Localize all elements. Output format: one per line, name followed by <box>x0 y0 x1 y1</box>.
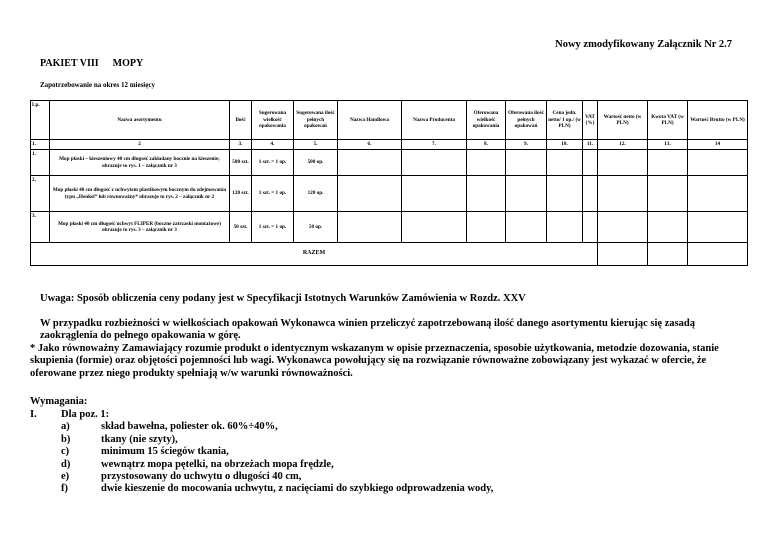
item-qty: 50 szt. <box>230 212 252 243</box>
gross-value-cell[interactable] <box>688 176 748 212</box>
unit-price-cell[interactable] <box>547 212 583 243</box>
offered-pack-size-cell[interactable] <box>467 176 506 212</box>
trade-name-cell[interactable] <box>338 176 402 212</box>
item-text: przystosowany do uchwytu o długości 40 cm, <box>101 470 302 482</box>
table-row <box>31 176 748 212</box>
header-cell: Cena jedn. netto/ 1 op./ (w PLN) <box>547 101 583 140</box>
item-letter: f) <box>61 483 68 495</box>
total-label: RAZEM <box>31 243 598 266</box>
offered-pack-count-cell[interactable] <box>506 212 547 243</box>
unit-price-cell[interactable] <box>547 150 583 176</box>
table-row <box>31 212 748 243</box>
trade-name-cell[interactable] <box>338 150 402 176</box>
list-item <box>30 434 493 446</box>
item-pack-size: 1 szt. = 1 op. <box>252 150 294 176</box>
item-name: Mop płaski – kieszeniowy 40 cm długość zakładany bocznie na kieszenie; obrazuje to rys. 1 – załącznik nr 3 <box>50 150 230 176</box>
column-number: 3. <box>230 140 252 150</box>
header-cell: Lp. <box>31 101 50 140</box>
column-number: 4. <box>252 140 294 150</box>
producer-cell[interactable] <box>402 176 467 212</box>
column-number: 14 <box>688 140 748 150</box>
column-number: 7. <box>402 140 467 150</box>
column-number: 6. <box>338 140 402 150</box>
net-value-cell[interactable] <box>598 176 648 212</box>
item-qty: 500 szt. <box>230 150 252 176</box>
column-number: 9. <box>506 140 547 150</box>
column-number: 12. <box>598 140 648 150</box>
total-vat-cell[interactable] <box>648 243 688 266</box>
requirements-list <box>30 409 493 496</box>
package-name: MOPY <box>112 58 144 69</box>
list-item <box>30 483 493 495</box>
item-text: dwie kieszenie do mocowania uchwytu, z nacięciami do szybkiego odprowadzenia wody, <box>101 483 494 495</box>
table-row <box>31 150 748 176</box>
total-row <box>31 243 748 266</box>
list-item <box>30 459 493 471</box>
header-row <box>31 101 748 140</box>
vat-cell[interactable] <box>583 150 598 176</box>
list-item <box>30 446 493 458</box>
column-number: 2 <box>50 140 230 150</box>
item-qty: 120 szt. <box>230 176 252 212</box>
header-cell: Nazwa Handlowa <box>338 101 402 140</box>
offered-pack-count-cell[interactable] <box>506 176 547 212</box>
item-pack-size: 1 szt. = 1 op. <box>252 212 294 243</box>
net-value-cell[interactable] <box>598 212 648 243</box>
vat-amount-cell[interactable] <box>648 176 688 212</box>
unit-price-cell[interactable] <box>547 176 583 212</box>
header-cell: Ilość <box>230 101 252 140</box>
header-cell: Wartość Brutto (w PLN) <box>688 101 748 140</box>
offered-pack-count-cell[interactable] <box>506 150 547 176</box>
row-lp: 2. <box>31 176 50 212</box>
column-number: 8. <box>467 140 506 150</box>
header-cell: Kwota VAT (w PLN) <box>648 101 688 140</box>
row-lp: 3. <box>31 212 50 243</box>
list-item <box>30 421 493 433</box>
requirements-title: Wymagania: <box>30 396 88 407</box>
header-cell: Oferowana ilość pełnych opakowań <box>506 101 547 140</box>
packaging-paragraph: W przypadku rozbieżności w wielkościach opakowań Wykonawca winien przeliczyć zapotrzebowaną ilość danego asortymentu kierując się zasadą zaokrąglenia do pełnego opakowania w górę. <box>40 318 695 342</box>
header-cell: Nazwa Producenta <box>402 101 467 140</box>
vat-cell[interactable] <box>583 212 598 243</box>
item-text: minimum 15 ściegów tkania, <box>101 446 229 458</box>
column-number: 5. <box>294 140 338 150</box>
vat-amount-cell[interactable] <box>648 212 688 243</box>
total-net-cell[interactable] <box>598 243 648 266</box>
vat-amount-cell[interactable] <box>648 150 688 176</box>
item-pack-size: 1 szt. = 1 op. <box>252 176 294 212</box>
annex-title: Nowy zmodyfikowany Załącznik Nr 2.7 <box>555 39 732 50</box>
item-letter: e) <box>61 470 70 482</box>
gross-value-cell[interactable] <box>688 150 748 176</box>
header-cell: Sugerowana wielkość opakowania <box>252 101 294 140</box>
period-text: Zapotrzebowanie na okres 12 miesięcy <box>40 81 155 89</box>
header-cell: Sugerowana ilość pełnych opakowań <box>294 101 338 140</box>
price-note: Uwaga: Sposób obliczenia ceny podany jest w Specyfikacji Istotnych Warunków Zamówienia w Rozdz. XXV <box>40 293 526 304</box>
item-letter: c) <box>61 446 70 458</box>
item-letter: d) <box>61 458 71 470</box>
item-text: tkany (nie szyty), <box>101 433 178 445</box>
column-number: 13. <box>648 140 688 150</box>
item-pack-count: 120 op. <box>294 176 338 212</box>
gross-value-cell[interactable] <box>688 212 748 243</box>
order-table <box>30 100 748 266</box>
offered-pack-size-cell[interactable] <box>467 150 506 176</box>
item-text: skład bawełna, poliester ok. 60%÷40%, <box>101 421 278 433</box>
list-item <box>30 471 493 483</box>
item-pack-count: 50 op. <box>294 212 338 243</box>
item-text: wewnątrz mopa pętelki, na obrzeżach mopa frędzle, <box>101 458 334 470</box>
item-name: Mop płaski 40 cm długość uchwyt FLIPER (boczne zatrzaski montażowe) obrazuje to rys. 3 – załącznik nr 3 <box>50 212 230 243</box>
section-title: Dla poz. 1: <box>61 409 110 420</box>
net-value-cell[interactable] <box>598 150 648 176</box>
item-name: Mop płaski 40 cm długość z uchwytem plastikowym bocznym do zdejmowania typu „Henkel” lub równoważny* obrazuje to rys. 2 – załącznik nr 2 <box>50 176 230 212</box>
producer-cell[interactable] <box>402 212 467 243</box>
header-cell: Oferowana wielkość opakowania <box>467 101 506 140</box>
package-label: PAKIET VIII <box>40 58 99 69</box>
header-cell: Nazwa asortymentu <box>50 101 230 140</box>
item-letter: b) <box>61 433 71 445</box>
section-number: I. <box>30 409 37 420</box>
vat-cell[interactable] <box>583 176 598 212</box>
total-gross-cell[interactable] <box>688 243 748 266</box>
package-heading <box>40 58 157 69</box>
column-number: 1. <box>31 140 50 150</box>
row-lp: 1. <box>31 150 50 176</box>
requirement-section <box>30 409 493 421</box>
equivalence-paragraph: * Jako równoważny Zamawiający rozumie produkt o identycznym wskazanym w opisie przeznaczenia, sposobie użytkowania, metodzie dozowania, stanie skupienia (formie) oraz objętości pojemności lub wagi. Wykonawca powołujący się na rozwiązanie równoważne zobowiązany jest wykazać w ofercie, że oferowane przez niego produkty spełniają w/w warunki równoważności. <box>30 343 719 379</box>
item-pack-count: 500 op. <box>294 150 338 176</box>
column-number: 10. <box>547 140 583 150</box>
header-cell: VAT (%) <box>583 101 598 140</box>
trade-name-cell[interactable] <box>338 212 402 243</box>
item-letter: a) <box>61 421 70 433</box>
header-cell: Wartość netto (w PLN) <box>598 101 648 140</box>
offered-pack-size-cell[interactable] <box>467 212 506 243</box>
column-number-row <box>31 140 748 150</box>
column-number: 11. <box>583 140 598 150</box>
producer-cell[interactable] <box>402 150 467 176</box>
